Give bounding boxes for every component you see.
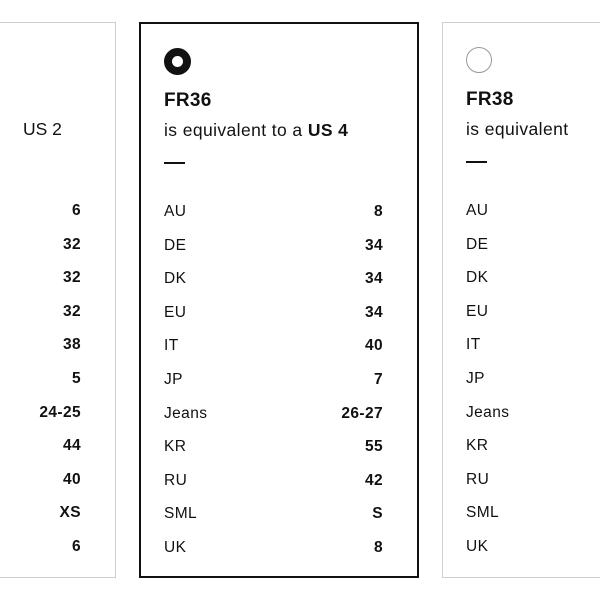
region-label: RU <box>466 470 490 488</box>
size-value: 7 <box>373 371 383 388</box>
table-row <box>141 334 417 358</box>
size-value: XS <box>59 504 81 522</box>
region-label: EU <box>164 303 187 321</box>
unselected-radio-icon[interactable] <box>466 47 492 73</box>
selected-radio-icon[interactable] <box>164 48 191 75</box>
table-row <box>141 368 417 392</box>
region-label: DE <box>466 235 489 253</box>
region-label: AU <box>466 202 489 219</box>
divider-dash <box>164 162 185 164</box>
region-label: SML <box>164 505 198 523</box>
size-value: 32 <box>62 302 81 320</box>
size-value: 34 <box>364 270 383 288</box>
size-card-fr38[interactable] <box>442 22 600 578</box>
table-row <box>0 501 115 525</box>
size-value: 55 <box>364 438 383 456</box>
region-label: SML <box>466 504 500 522</box>
table-row <box>0 468 115 492</box>
table-row <box>443 300 600 324</box>
region-label: UK <box>466 538 489 555</box>
table-row <box>443 434 600 458</box>
divider-dash <box>466 161 487 163</box>
table-row <box>443 401 600 425</box>
table-row <box>443 333 600 357</box>
size-value: S <box>372 505 383 523</box>
region-label: IT <box>466 336 481 354</box>
equivalent-value: US 4 <box>307 120 349 140</box>
equivalent-size-label: US 2 <box>23 119 62 139</box>
table-row <box>443 199 600 223</box>
region-label: DK <box>164 270 187 288</box>
table-row <box>141 502 417 526</box>
size-value: 6 <box>71 202 81 219</box>
size-value: 44 <box>62 437 81 455</box>
size-value: 38 <box>62 336 81 354</box>
table-row <box>141 267 417 291</box>
size-value: 26-27 <box>341 404 383 422</box>
region-label: JP <box>466 370 485 387</box>
size-title: FR36 <box>164 90 212 111</box>
table-row <box>0 233 115 257</box>
table-row <box>443 233 600 257</box>
region-label: EU <box>466 302 489 320</box>
region-label: KR <box>466 437 489 455</box>
size-value: 8 <box>373 539 383 556</box>
size-value: 40 <box>62 470 81 488</box>
table-row <box>141 234 417 258</box>
table-row <box>0 535 115 559</box>
table-row <box>0 401 115 425</box>
size-card-left[interactable] <box>0 22 116 578</box>
table-row <box>141 402 417 426</box>
size-value: 34 <box>364 303 383 321</box>
table-row <box>141 435 417 459</box>
equivalent-text <box>164 120 348 141</box>
table-row <box>0 199 115 223</box>
size-title: FR38 <box>466 89 514 110</box>
size-value: 42 <box>364 471 383 489</box>
equivalent-text: is equivalent <box>466 119 569 139</box>
region-label: AU <box>164 203 187 220</box>
region-label: DE <box>164 236 187 254</box>
table-row <box>141 200 417 224</box>
region-label: KR <box>164 438 187 456</box>
region-label: Jeans <box>466 403 510 421</box>
size-card-fr36[interactable] <box>139 22 419 578</box>
region-label: DK <box>466 269 489 287</box>
size-value: 32 <box>62 269 81 287</box>
size-value: 32 <box>62 235 81 253</box>
region-label: IT <box>164 337 179 355</box>
region-label: Jeans <box>164 404 208 422</box>
region-label: UK <box>164 539 187 556</box>
size-value: 24-25 <box>39 403 81 421</box>
size-value: 40 <box>364 337 383 355</box>
table-row <box>443 501 600 525</box>
table-row <box>141 536 417 560</box>
region-label: JP <box>164 371 183 388</box>
table-row <box>0 266 115 290</box>
table-row <box>0 367 115 391</box>
size-value: 8 <box>373 203 383 220</box>
table-row <box>0 434 115 458</box>
size-value: 34 <box>364 236 383 254</box>
size-value: 6 <box>71 538 81 555</box>
region-label: RU <box>164 471 188 489</box>
table-row <box>0 333 115 357</box>
table-row <box>141 301 417 325</box>
table-row <box>443 468 600 492</box>
table-row <box>0 300 115 324</box>
table-row <box>141 469 417 493</box>
table-row <box>443 266 600 290</box>
table-row <box>443 535 600 559</box>
size-value: 5 <box>71 370 81 387</box>
table-row <box>443 367 600 391</box>
equivalent-prefix: is equivalent to a <box>164 120 303 140</box>
